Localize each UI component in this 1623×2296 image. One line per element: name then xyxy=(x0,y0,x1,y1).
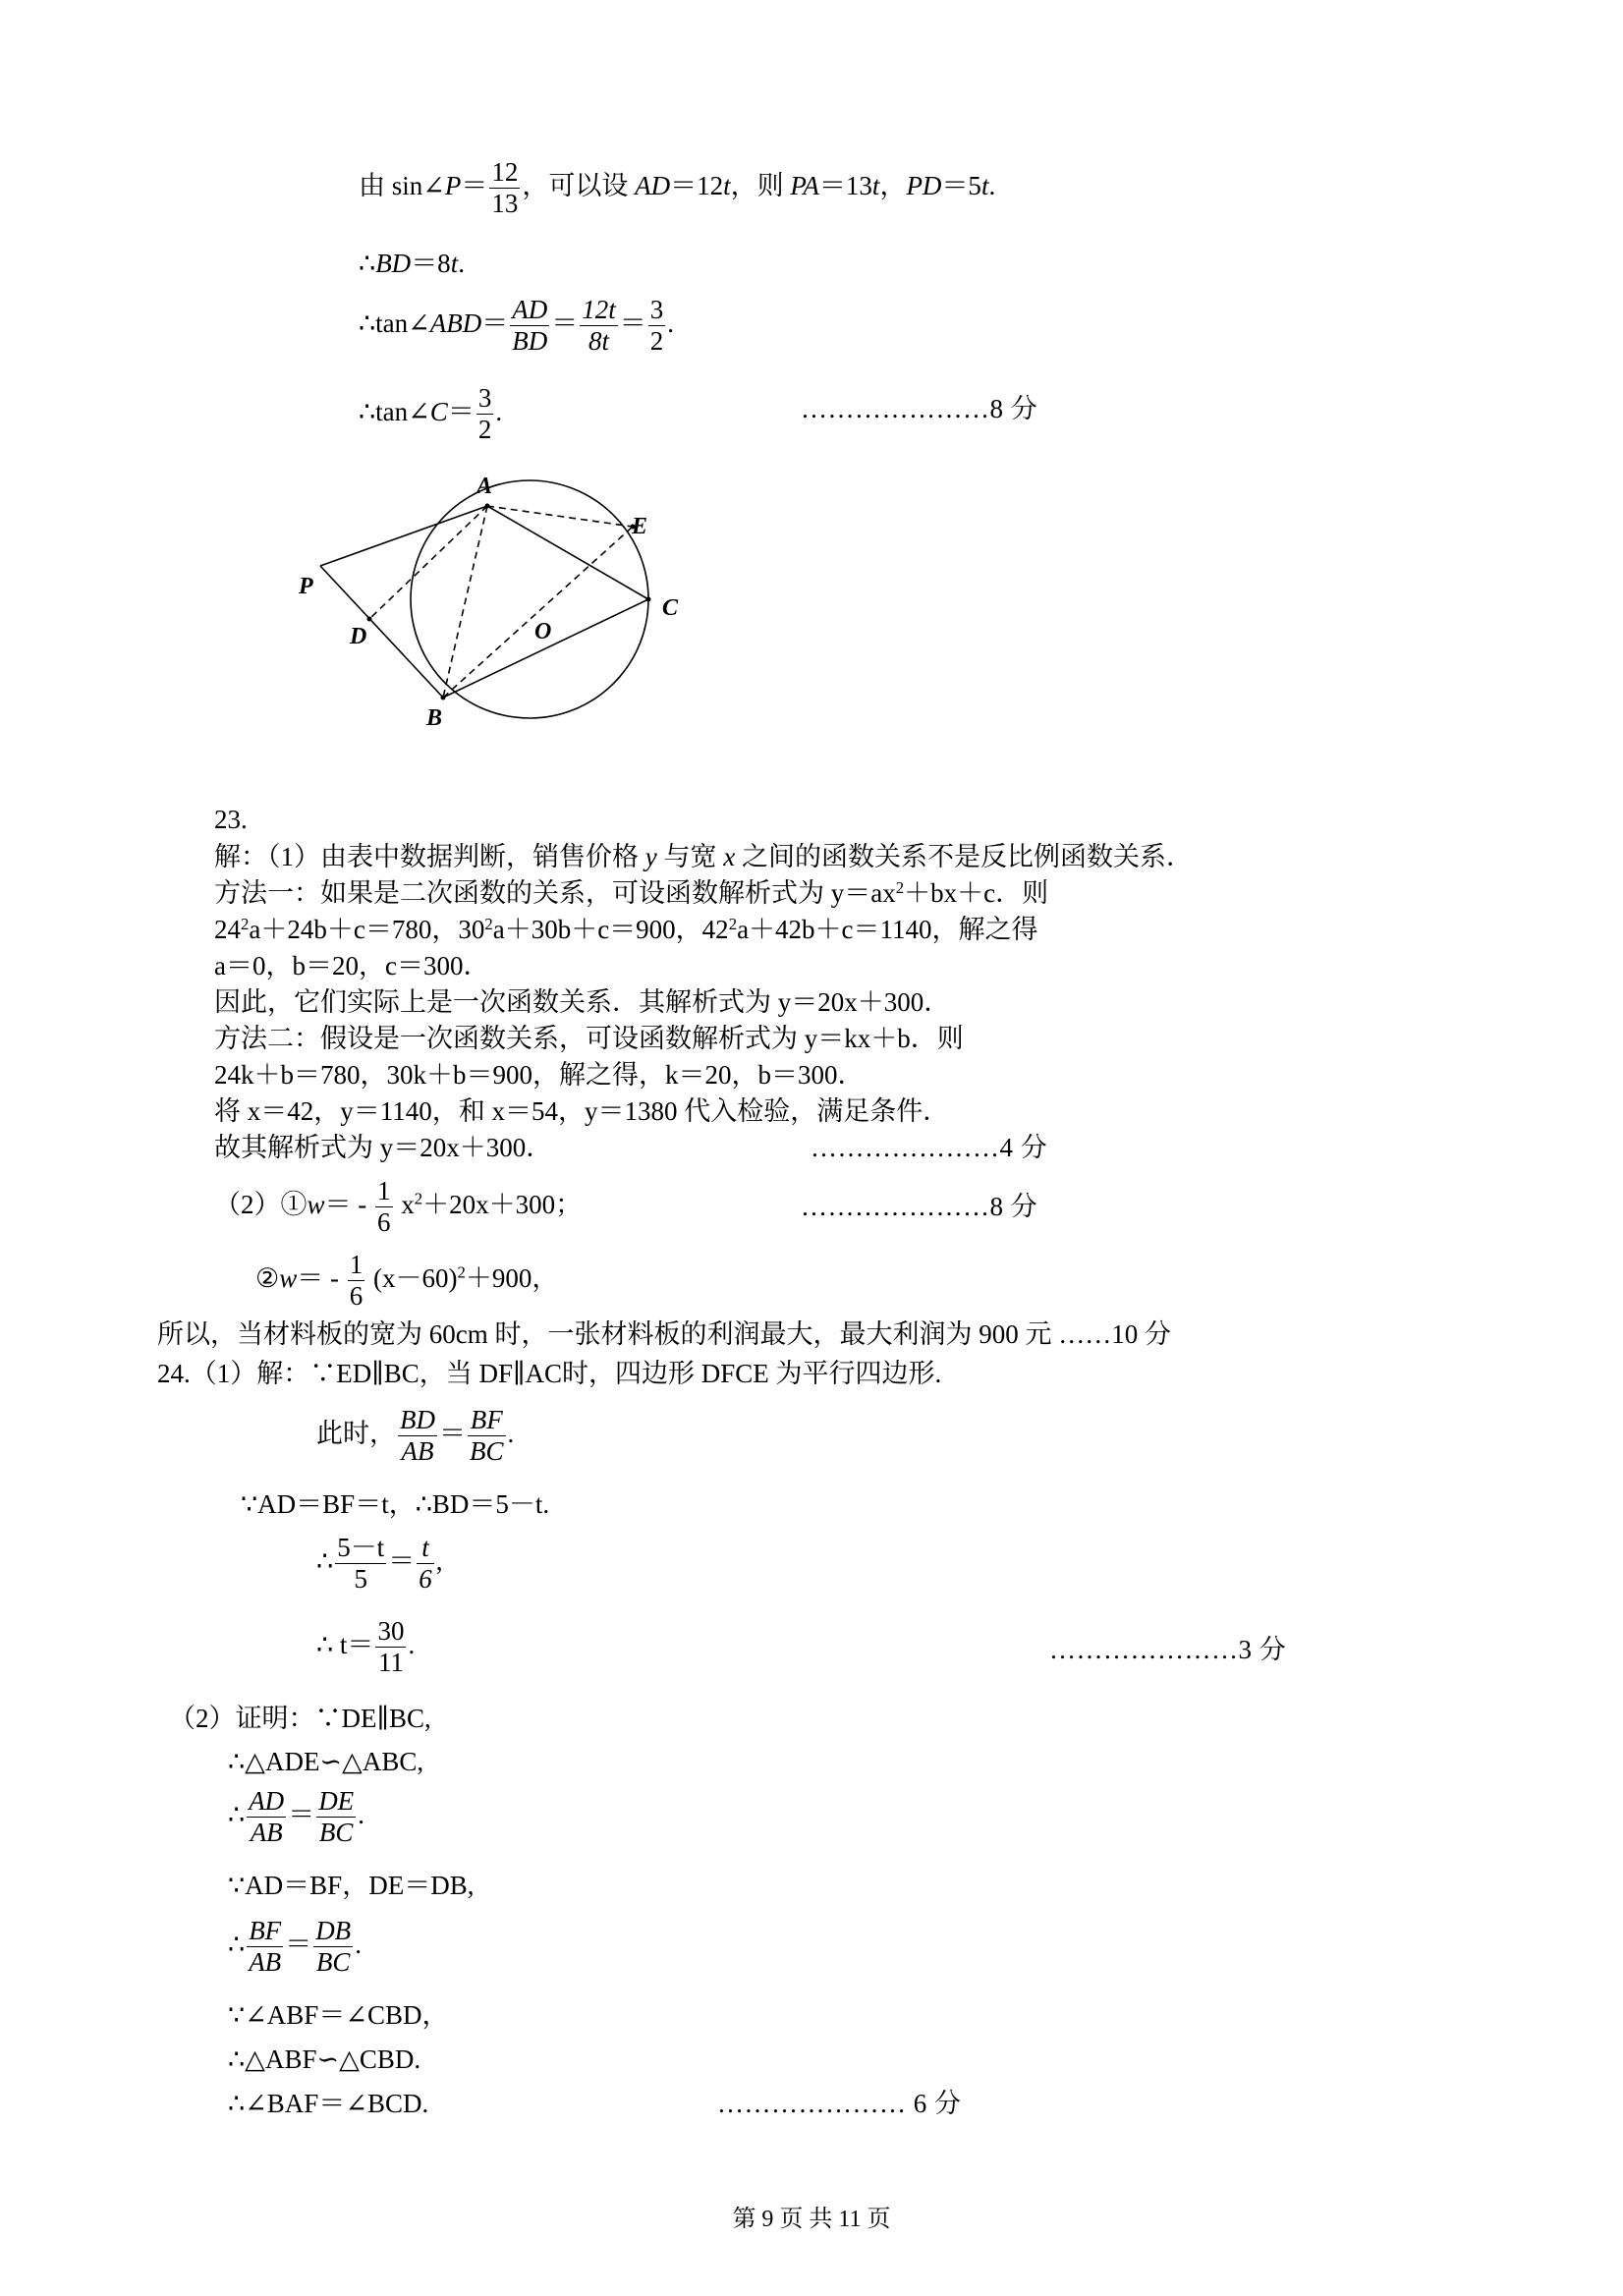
sec24-part2-line-5: ∵∠ABF＝∠CBD， xyxy=(228,2000,449,2030)
segment-bc xyxy=(443,599,648,698)
fraction-3-2: $\frac{3}{2}$ xyxy=(477,383,492,445)
label-e: E xyxy=(632,514,648,539)
sec23-line-1: 解：（1）由表中数据判断，销售价格 y 与宽 x 之间的函数关系不是反比例函数关系． xyxy=(214,842,1193,871)
label-d: D xyxy=(350,624,367,649)
sec24-part2-line-4: ∴ $\frac{BF}{AB}$ ＝ $\frac{DB}{BC}$ . xyxy=(228,1916,362,1978)
segment-be xyxy=(443,527,633,698)
sec23-line-3: $24^2a+24b+c=780$，$30^2a+30b+c=900$，$42^2a+42b+c=1140$，解之得 xyxy=(214,914,1038,944)
fraction-3-2: $\frac{3}{2}$ xyxy=(649,295,664,357)
score-3-points: …………………3 分 xyxy=(1049,1635,1287,1664)
segment-ab xyxy=(443,506,487,698)
fraction-12t-8t: $\frac{12t}{8t}$ xyxy=(582,295,616,357)
sec23-line-7: 24k＋b＝780，30k＋b＝900，解之得，k＝20，b＝300． xyxy=(214,1060,865,1090)
fraction-bd-ab: $\frac{BD}{AB}$ xyxy=(400,1405,435,1467)
segment-ae xyxy=(487,506,633,527)
fraction-1-6: $\frac{1}{6}$ xyxy=(349,1250,364,1312)
line-tan-c: ∴tan∠C＝ $\frac{3}{2}$ . xyxy=(359,383,503,445)
sec24-line-4: ∴ t＝ $\frac{30}{11}$ . xyxy=(316,1616,416,1678)
segment-pa xyxy=(320,506,487,566)
score-10-points: ……10 分 xyxy=(1058,1319,1171,1349)
geometry-figure xyxy=(285,462,707,737)
fraction-ad-bd: $\frac{AD}{BD}$ xyxy=(512,295,548,357)
sec24-part2-line-2: ∴ $\frac{AD}{AB}$ ＝ $\frac{DE}{BC}$ . xyxy=(228,1786,364,1848)
line-bd-8t: ∴BD＝8t. xyxy=(359,249,465,278)
sec23-line-9: 故其解析式为 y＝20x＋300． xyxy=(214,1133,553,1162)
sec24-part2-line-3: ∵AD＝BF，DE＝DB, xyxy=(228,1871,475,1900)
sec23-line-5: 因此，它们实际上是一次函数关系．其解析式为 y＝20x＋300． xyxy=(214,987,951,1017)
sec23-line-4: a＝0，b＝20，c＝300． xyxy=(214,951,490,980)
fraction-ad-ab: $\frac{AD}{AB}$ xyxy=(249,1786,285,1848)
fraction-t-over-6: $\frac{t}{6}$ xyxy=(419,1533,432,1595)
score-8-points-23: …………………8 分 xyxy=(801,1192,1038,1221)
sec24-part2-line-1: ∴△ADE∽△ABC, xyxy=(228,1747,424,1776)
sec24-line-1: 此时， $\frac{BD}{AB}$ ＝ $\frac{BF}{BC}$ . xyxy=(316,1405,515,1467)
question-number-23: 23. xyxy=(214,805,248,834)
fraction-1-6: $\frac{1}{6}$ xyxy=(377,1176,391,1238)
page-footer: 第 9 页 共 11 页 xyxy=(732,2207,891,2232)
sec23-conclusion: 所以，当材料板的宽为 60cm 时，一张材料板的利润最大，最大利润为 900 元 ……10 分 xyxy=(157,1319,1171,1349)
line-tan-abd: ∴tan∠ABD＝ $\frac{AD}{BD}$ ＝ $\frac{12t}{8t}$ ＝ $\frac{3}{2}$ . xyxy=(359,295,675,357)
fraction-5-minus-t-over-5: $\frac{5-t}{5}$ xyxy=(337,1533,385,1595)
fraction-bf-ab: $\frac{BF}{AB}$ xyxy=(249,1916,282,1978)
score-6-points: ………………… 6 分 xyxy=(717,2089,962,2118)
sec24-line-2: ∵AD＝BF＝t，∴BD＝5－t. xyxy=(241,1489,550,1519)
segment-pb xyxy=(320,566,443,698)
fraction-de-bc: $\frac{DE}{BC}$ xyxy=(318,1786,355,1848)
sec23-line-8: 将 x＝42，y＝1140，和 x＝54，y＝1380 代入检验，满足条件． xyxy=(214,1096,950,1126)
fraction-30-11: $\frac{30}{11}$ xyxy=(377,1616,405,1678)
label-a: A xyxy=(476,474,493,499)
label-b: B xyxy=(426,705,443,731)
score-4-points: …………………4 分 xyxy=(811,1133,1048,1162)
fraction-db-bc: $\frac{DB}{BC}$ xyxy=(315,1916,352,1978)
sec23-part2-w1: （2）①w＝ - $\frac{1}{6}$ $x^2+20x+300$； xyxy=(214,1176,583,1238)
sec23-line-2: 方法一：如果是二次函数的关系，可设函数解析式为 $y=ax^2+bx+c$．则 xyxy=(214,877,1049,908)
sec24-part2-line-7: ∴∠BAF＝∠BCD. xyxy=(228,2089,429,2118)
label-c: C xyxy=(662,595,679,621)
sec24-part2-line-6: ∴△ABF∽△CBD. xyxy=(228,2044,421,2074)
fraction-bf-bc: $\frac{BF}{BC}$ xyxy=(470,1405,504,1467)
score-8-points: …………………8 分 xyxy=(801,394,1038,423)
sec23-part2-w2: ②w＝ - $\frac{1}{6}$ $(x-60)^2+900$， xyxy=(255,1250,559,1312)
sec23-line-6: 方法二：假设是一次函数关系，可设函数解析式为 y＝kx＋b．则 xyxy=(214,1024,964,1053)
label-p: P xyxy=(299,574,313,599)
fraction-12-13: $\frac{12}{13}$ xyxy=(491,157,519,219)
sec24-line-3: ∴ $\frac{5-t}{5}$ ＝ $\frac{t}{6}$ , xyxy=(316,1533,443,1595)
sec24-part2-heading: （2）证明：∵DE∥BC, xyxy=(169,1704,431,1733)
sec24-heading: 24.（1）解：∵ED∥BC，当 DF∥AC时，四边形 DFCE 为平行四边形. xyxy=(157,1359,942,1388)
line-sin-p: 由 sin∠P＝ $\frac{12}{13}$ ，可以设 AD＝12t，则 PA＝13t，PD＝5t. xyxy=(359,157,996,219)
label-o: O xyxy=(534,619,552,644)
segment-ad xyxy=(369,506,487,619)
